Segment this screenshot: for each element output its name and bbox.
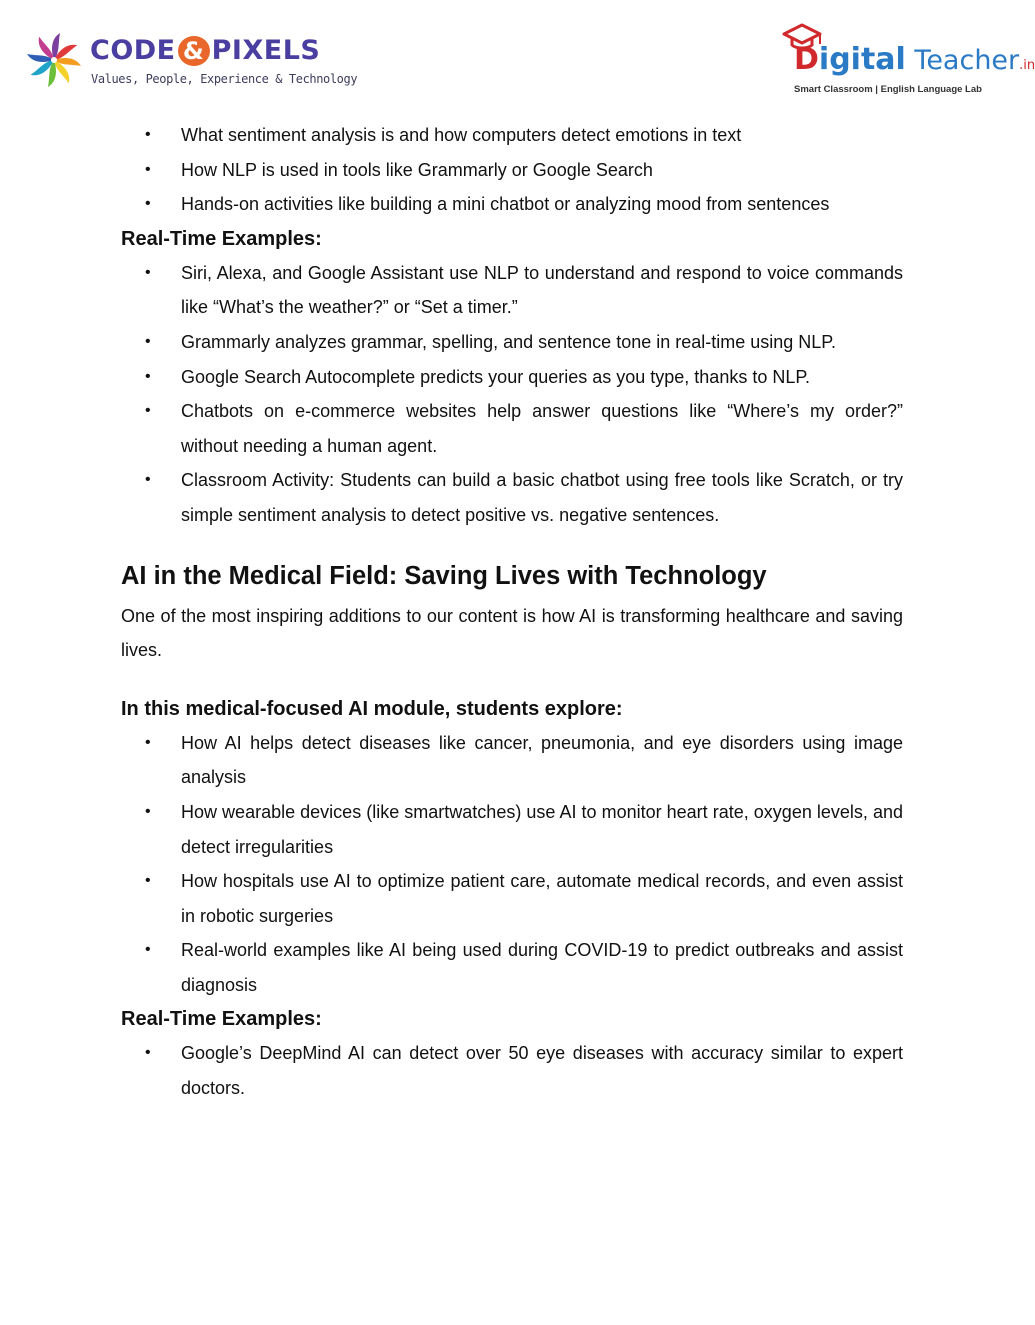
nlp-examples-list <box>121 256 903 533</box>
nlp-examples-heading: Real-Time Examples: <box>121 227 322 250</box>
list-item: • Classroom Activity: Students can build a basic chatbot using free tools like Scratch, or try simple sentiment analysis to detect positive vs. negative sentences. <box>121 463 903 532</box>
list-item: • What sentiment analysis is and how computers detect emotions in text <box>121 118 903 153</box>
medical-examples-heading: Real-Time Examples: <box>121 1008 322 1031</box>
list-item: • How NLP is used in tools like Grammarly or Google Search <box>121 153 903 188</box>
list-item: • Siri, Alexa, and Google Assistant use NLP to understand and respond to voice commands like “What’s the weather?” or “Set a timer.” <box>121 256 903 325</box>
medical-examples-list <box>121 1036 903 1105</box>
brand-ampersand: & <box>178 36 210 66</box>
brand-pixels-text: PIXELS <box>211 35 321 66</box>
pinwheel-icon <box>24 30 84 90</box>
list-item: • How wearable devices (like smartwatches) use AI to monitor heart rate, oxygen levels, and detect irregularities <box>121 795 903 864</box>
medical-section-title: AI in the Medical Field: Saving Lives with Technology <box>121 561 767 590</box>
document-body <box>121 118 903 1106</box>
list-item: • Google’s DeepMind AI can detect over 50 eye diseases with accuracy similar to expert doctors. <box>121 1036 903 1105</box>
wordmark-domain: .in <box>1019 58 1035 73</box>
list-item: • Hands-on activities like building a mini chatbot or analyzing mood from sentences <box>121 187 903 222</box>
brand-tagline: Values, People, Experience & Technology <box>91 72 358 86</box>
code-and-pixels-logo <box>24 30 358 92</box>
intro-bullet-list <box>121 118 903 222</box>
list-item: • Real-world examples like AI being used during COVID-19 to predict outbreaks and assist diagnosis <box>121 933 903 1002</box>
wordmark-d: D <box>794 42 819 77</box>
list-item: • Grammarly analyzes grammar, spelling, and sentence tone in real-time using NLP. <box>121 325 903 360</box>
digital-teacher-logo <box>780 22 1035 100</box>
list-item: • Chatbots on e-commerce websites help answer questions like “Where’s my order?” without needing a human agent. <box>121 394 903 463</box>
brand-code-text: CODE <box>90 35 176 66</box>
medical-module-heading: In this medical-focused AI module, students explore: <box>121 697 623 720</box>
list-item: • Google Search Autocomplete predicts your queries as you type, thanks to NLP. <box>121 360 903 395</box>
medical-module-list <box>121 726 903 1003</box>
list-item: • How AI helps detect diseases like cancer, pneumonia, and eye disorders using image analysis <box>121 726 903 795</box>
list-item: • How hospitals use AI to optimize patient care, automate medical records, and even assist in robotic surgeries <box>121 864 903 933</box>
wordmark-teacher: Teacher <box>905 45 1020 76</box>
medical-intro-paragraph: One of the most inspiring additions to our content is how AI is transforming healthcare and saving lives. <box>121 605 903 661</box>
digital-teacher-wordmark <box>794 42 1035 84</box>
wordmark-igital: igital <box>818 42 906 77</box>
brand-name <box>90 36 320 66</box>
digital-teacher-subtitle: Smart Classroom | English Language Lab <box>794 84 982 95</box>
